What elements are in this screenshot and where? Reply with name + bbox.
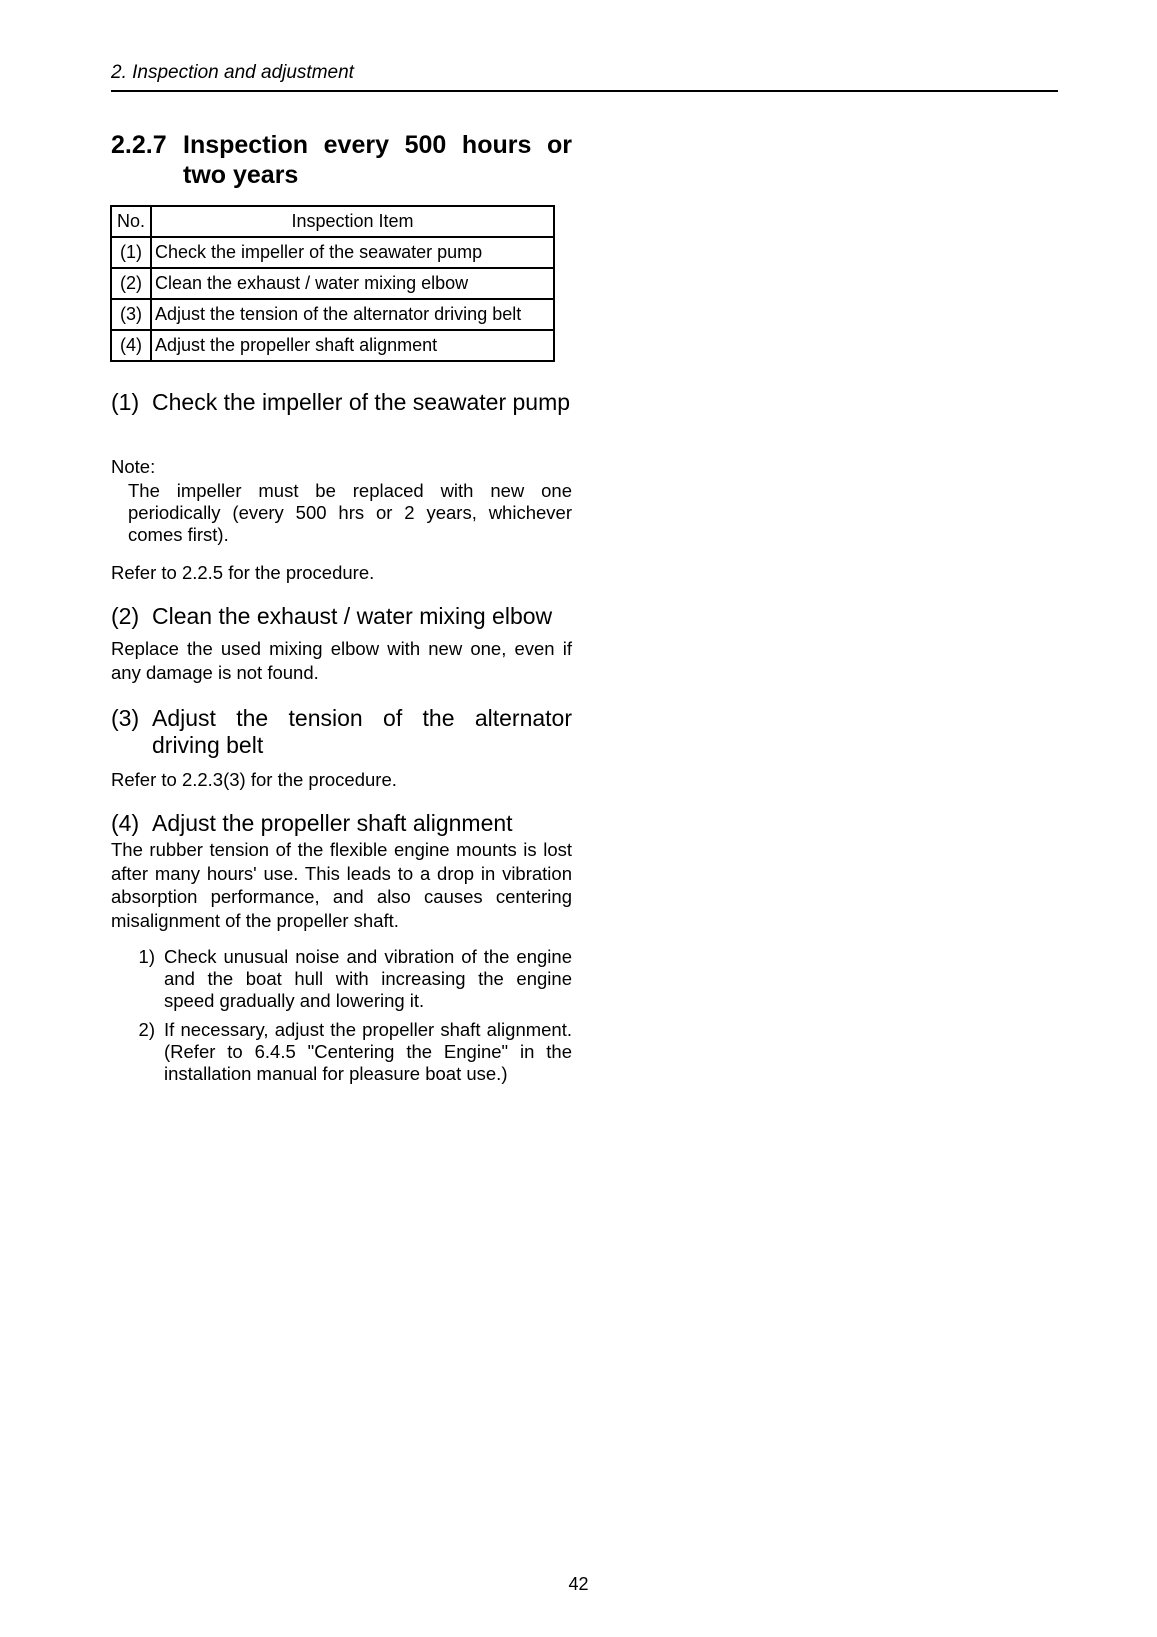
running-header: 2. Inspection and adjustment <box>111 62 354 83</box>
subsection-heading-4 <box>111 810 572 837</box>
section-title: Inspection every 500 hours or two years <box>183 131 572 189</box>
table-header-no: No. <box>111 206 151 237</box>
step-item <box>111 946 572 1012</box>
header-rule <box>111 90 1058 92</box>
page-number: 42 <box>568 1574 589 1594</box>
table-cell-item: Adjust the propeller shaft alignment <box>151 330 554 361</box>
subsection-heading-2 <box>111 603 572 630</box>
table-row <box>111 268 554 299</box>
subsection-title: Clean the exhaust / water mixing elbow <box>152 603 553 629</box>
table-row <box>111 330 554 361</box>
subsection-title: Check the impeller of the seawater pump <box>152 389 571 415</box>
subsection-title: Adjust the tension of the alternator driving belt <box>152 705 572 758</box>
table-header-row <box>111 206 554 237</box>
subsection-heading-1 <box>111 389 572 416</box>
step-number: 2) <box>138 1019 155 1040</box>
table-row <box>111 299 554 330</box>
step-text: If necessary, adjust the propeller shaft alignment. (Refer to 6.4.5 "Centering the Engine" in the installation manual for pleasure boat use.) <box>164 1019 572 1084</box>
step-text: Check unusual noise and vibration of the engine and the boat hull with increasing the engine speed gradually and lowering it. <box>164 946 572 1011</box>
body-text-4: The rubber tension of the flexible engine mounts is lost after many hours' use. This leads to a drop in vibration absorption performance, and also causes centering misalignment of the propeller shaft. <box>111 839 572 931</box>
note-text: The impeller must be replaced with new one periodically (every 500 hrs or 2 years, whichever comes first). <box>128 480 572 545</box>
body-text-2: Replace the used mixing elbow with new one, even if any damage is not found. <box>111 638 572 683</box>
subsection-number: (2) <box>111 603 140 629</box>
subsection-title: Adjust the propeller shaft alignment <box>152 810 513 836</box>
table-row <box>111 237 554 268</box>
subsection-number: (1) <box>111 389 140 415</box>
table-cell-item: Check the impeller of the seawater pump <box>151 237 554 268</box>
subsection-number: (3) <box>111 705 140 731</box>
table-cell-no: (2) <box>111 268 151 299</box>
section-heading <box>111 130 572 190</box>
table-header-item: Inspection Item <box>151 206 554 237</box>
table-cell-item: Clean the exhaust / water mixing elbow <box>151 268 554 299</box>
table-cell-item: Adjust the tension of the alternator driving belt <box>151 299 554 330</box>
step-item <box>111 1019 572 1085</box>
section-number: 2.2.7 <box>111 131 167 159</box>
refer-text-3: Refer to 2.2.3(3) for the procedure. <box>111 769 397 790</box>
note-label: Note: <box>111 456 156 477</box>
table-cell-no: (1) <box>111 237 151 268</box>
refer-text-1: Refer to 2.2.5 for the procedure. <box>111 562 375 583</box>
subsection-heading-3 <box>111 705 572 759</box>
table-cell-no: (3) <box>111 299 151 330</box>
step-number: 1) <box>138 946 155 967</box>
table-cell-no: (4) <box>111 330 151 361</box>
subsection-number: (4) <box>111 810 140 836</box>
inspection-table <box>110 205 555 362</box>
